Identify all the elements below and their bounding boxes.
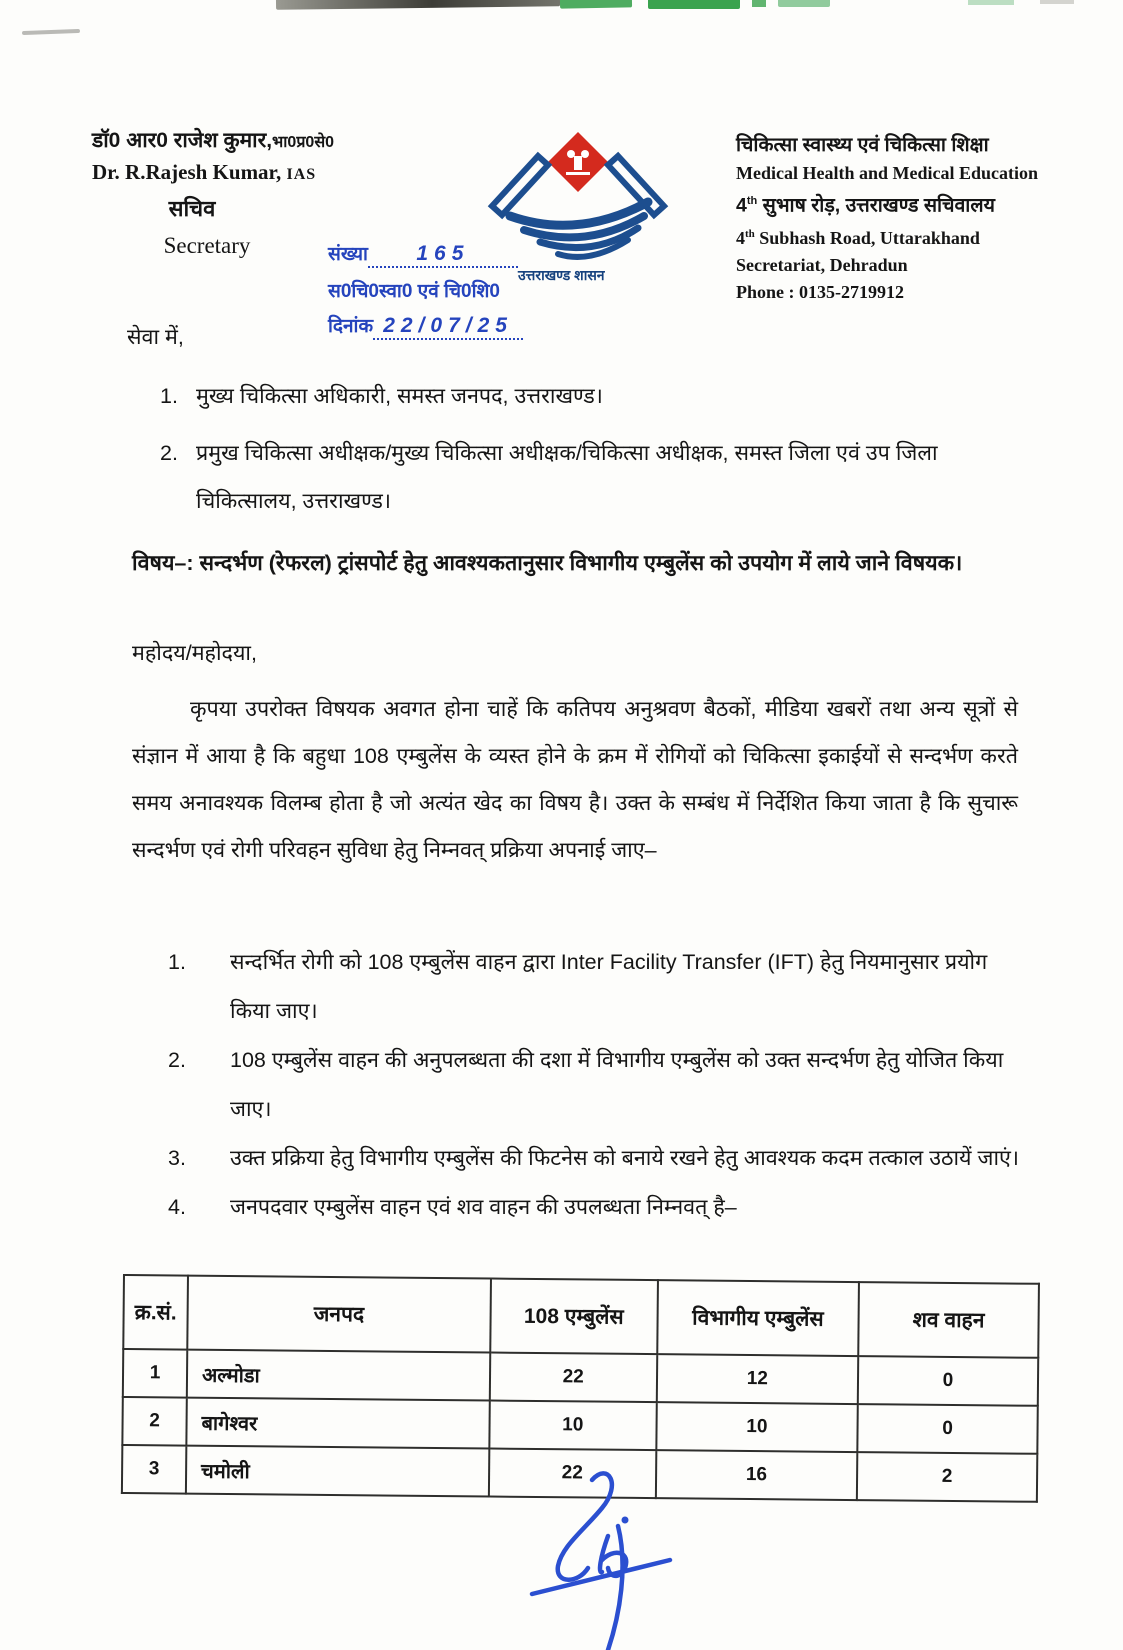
signature-ink [528,1462,678,1650]
sender-title-english: Secretary [163,233,251,258]
address-hindi-number: 4 [736,194,747,217]
scan-artifact-green [560,0,632,9]
point-text: 108 एम्बुलेंस वाहन की अनुपलब्धता की दशा में विभागीय एम्बुलेंस को उक्त सन्दर्भण हेतु योजित किया जाए। [230,1048,1004,1121]
sender-name-hindi-text: डॉ0 आर0 राजेश कुमार, [92,129,273,152]
point-item [168,1036,1020,1134]
reference-number-value: 165 [416,242,470,265]
body-paragraph: कृपया उपरोक्त विषयक अवगत होना चाहें कि कतिपय अनुश्रवण बैठकों, मीडिया खबरों तथा अन्य सूत्रों से संज्ञान में आया है कि बहुधा 108 एम्बुलेंस के व्यस्त होने के क्रम में रोगियों को चिकित्सा इकाईयों से सन्दर्भण करते समय अनावश्यक विलम्ब होता है जो अत्यंत खेद का विषय है। उक्त के सम्बंध में निर्देशित किया जाता है कि सुचारू सन्दर्भण एवं रोगी परिवहन सुविधा हेतु निम्नवत् प्रक्रिया अपनाई जाए– [132,697,1018,862]
reference-number-label: संख्या [328,244,368,265]
date-line [328,312,658,340]
point-text: सन्दर्भित रोगी को 108 एम्बुलेंस वाहन द्वारा Inter Facility Transfer (IFT) हेतु नियमानुसार प्रयोग किया जाए। [230,950,988,1023]
recipient-item [160,429,1020,525]
cell-108-ambulance: 22 [489,1449,657,1499]
address-hindi [736,187,1041,221]
subject-line [132,538,1092,588]
cell-district: चमोली [186,1446,489,1497]
table-row [123,1349,1038,1406]
column-header: विभागीय एम्बुलेंस [657,1280,859,1356]
scan-artifact-green [778,0,830,7]
scan-artifact-green [648,0,740,9]
cell-hearse: 2 [857,1452,1037,1502]
cell-hearse: 0 [857,1404,1037,1454]
address-english-sup: th [745,227,755,240]
subject-text: सन्दर्भण (रेफरल) ट्रांसपोर्ट हेतु आवश्यकतानुसार विभागीय एम्बुलेंस को उपयोग में लाये जाने विषयक। [193,551,963,575]
scan-artifact-corner [1040,0,1074,4]
recipient-text: मुख्य चिकित्सा अधिकारी, समस्त जनपद, उत्तराखण्ड। [196,384,603,408]
cell-district: अल्मोडा [187,1350,490,1401]
point-item [168,938,1020,1036]
cell-serial: 3 [122,1445,186,1494]
sender-name-hindi [92,126,367,154]
point-number: 2. [168,1048,186,1072]
reference-stamp-block [328,240,658,349]
cell-district: बागेश्वर [186,1398,489,1449]
cell-108-ambulance: 22 [489,1353,657,1403]
cell-dept-ambulance: 10 [656,1402,858,1452]
to-label: सेवा में, [127,325,184,349]
address-english [736,221,1041,279]
cell-serial: 2 [122,1397,186,1446]
column-header: क्र.सं. [123,1275,188,1350]
department-name-english: Medical Health and Medical Education [736,163,1039,183]
greeting-line: महोदय/महोदया, [132,641,257,665]
sender-name-english-text: Dr. R.Rajesh Kumar, [92,160,282,184]
sender-name-english [92,160,367,185]
scan-artifact-green [968,0,1014,5]
point-text: जनपदवार एम्बुलेंस वाहन एवं शव वाहन की उपलब्धता निम्नवत् है– [230,1195,737,1219]
sender-block [92,126,367,259]
recipient-number: 2. [160,441,178,465]
recipient-item [160,372,1020,420]
column-header: शव वाहन [858,1282,1039,1358]
sender-service-english: IAS [286,166,317,183]
sender-service-hindi: भा0प्र0से0 [272,134,335,151]
date-value: 22/07/25 [383,314,513,337]
column-header: 108 एम्बुलेंस [490,1279,658,1355]
department-address-block [736,131,1041,306]
recipient-list [160,372,1020,534]
date-label: दिनांक [328,316,374,337]
recipient-text: प्रमुख चिकित्सा अधीक्षक/मुख्य चिकित्सा अधीक्षक/चिकित्सा अधीक्षक, समस्त जिला एवं उप जिला चिकित्सालय, उत्तराखण्ड। [196,441,938,513]
scan-artifact-dark-strip [276,0,560,10]
emblem-caption: उत्तराखण्ड शासन [518,267,605,283]
point-number: 4. [168,1195,186,1219]
cell-serial: 1 [123,1349,187,1398]
scan-artifact-green [752,0,766,7]
column-header: जनपद [187,1276,490,1353]
reference-number-line [328,240,658,268]
recipient-number: 1. [160,384,178,408]
point-number: 3. [168,1146,186,1170]
point-item [168,1134,1020,1183]
table-row [122,1397,1037,1454]
cell-108-ambulance: 10 [489,1401,657,1451]
point-number: 1. [168,950,186,974]
table-header-row [123,1275,1039,1358]
cell-dept-ambulance: 16 [656,1450,858,1500]
subject-label: विषय–: [132,551,194,575]
phone-line: Phone : 0135-2719912 [736,281,904,302]
address-english-number: 4 [736,227,745,248]
address-hindi-text: सुभाष रोड़, उत्तराखण्ड सचिवालय [757,194,995,217]
sender-title-hindi: सचिव [168,196,216,221]
address-english-text: Subhash Road, Uttarakhand Secretariat, Dehradun [736,227,980,275]
cell-hearse: 0 [858,1356,1038,1406]
scan-artifact-dash [22,29,80,35]
department-name-hindi: चिकित्सा स्वास्थ्य एवं चिकित्सा शिक्षा [736,134,989,156]
directive-points [168,938,1020,1232]
department-abbrev-line: स0चि0स्वा0 एवं चि0शि0 [328,281,500,302]
point-item [168,1183,1020,1232]
cell-dept-ambulance: 12 [657,1354,859,1404]
address-hindi-sup: th [746,195,758,207]
point-text: उक्त प्रक्रिया हेतु विभागीय एम्बुलेंस की फिटनेस को बनाये रखने हेतु आवश्यक कदम तत्काल उठायें जाएं। [230,1146,1020,1170]
